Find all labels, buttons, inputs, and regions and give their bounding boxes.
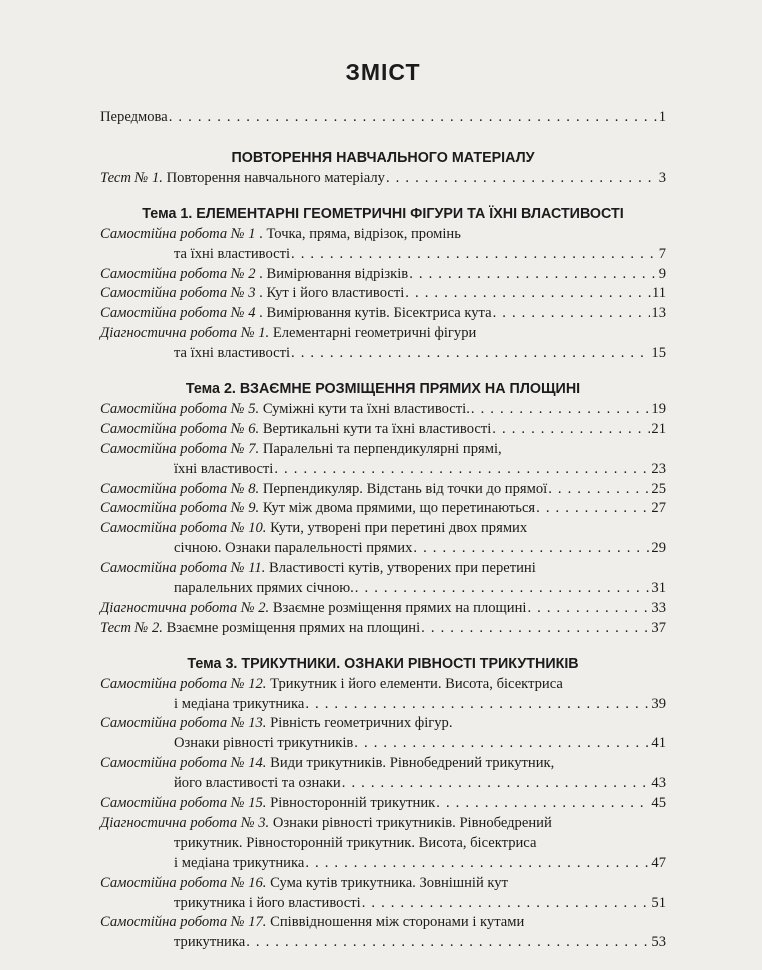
toc-entry-title: . Точка, пряма, відрізок, промінь xyxy=(259,225,461,242)
leader-dots xyxy=(305,854,650,874)
page-title: ЗМІСТ xyxy=(345,59,421,85)
toc-page-number: 1 xyxy=(658,109,666,125)
toc-entry-text xyxy=(174,460,273,480)
toc-page-number: 47 xyxy=(651,854,666,871)
toc-entry-title: трикутника і його властивості xyxy=(174,894,361,911)
leader-dots xyxy=(291,344,650,364)
toc-entry-text xyxy=(100,874,508,894)
toc-entry-prefix: Самостійна робота № 10. xyxy=(100,520,267,537)
toc-page-number: 51 xyxy=(651,894,666,911)
toc-entry-line xyxy=(100,169,666,189)
toc-entry-text xyxy=(100,814,552,834)
toc-entry-prefix: Самостійна робота № 6. xyxy=(100,420,260,437)
toc-entry[interactable] xyxy=(100,599,666,619)
toc-entry[interactable] xyxy=(100,714,666,754)
toc-entry-text xyxy=(174,579,354,599)
toc-page-number: 21 xyxy=(651,420,666,437)
toc-entry-prefix: Самостійна робота № 14. xyxy=(100,755,267,772)
toc-entry-line xyxy=(100,344,666,364)
toc-entry-line xyxy=(100,499,666,519)
toc-entry-title: Ознаки рівності трикутників xyxy=(174,735,354,752)
toc-entry-line xyxy=(100,675,666,695)
toc-entry-label: Передмова xyxy=(100,109,168,125)
toc-entry-prefix: Самостійна робота № 9. xyxy=(100,500,260,517)
toc-entry-title: Співвідношення між сторонами і кутами xyxy=(270,914,525,931)
toc-entry-line xyxy=(100,400,666,420)
leader-dots xyxy=(436,794,650,814)
toc-entry-title: трикутника xyxy=(174,934,246,951)
toc-page-number: 39 xyxy=(651,695,666,712)
toc-entry-line xyxy=(100,913,666,933)
toc-entry-line xyxy=(100,460,666,480)
toc-entry-title: Перпендикуляр. Відстань від точки до прямої xyxy=(262,480,548,497)
toc-entry-line xyxy=(100,559,666,579)
toc-page-number: 13 xyxy=(651,305,666,322)
toc-page-number: 11 xyxy=(651,285,666,302)
toc-entry[interactable] xyxy=(100,754,666,794)
toc-entry[interactable] xyxy=(100,420,666,440)
toc-entry-title: і медіана трикутника xyxy=(174,695,305,712)
toc-entry-text xyxy=(174,539,412,559)
toc-entry-title: Властивості кутів, утворених при перетині xyxy=(269,560,536,577)
toc-entry-text xyxy=(100,675,563,695)
section-heading: Тема 2. ВЗАЄМНЕ РОЗМІЩЕННЯ ПРЯМИХ НА ПЛОЩИНІ xyxy=(185,381,581,398)
toc-entry-line xyxy=(100,225,666,245)
toc-entry-prefix: Самостійна робота № 13. xyxy=(100,715,267,732)
toc-entry-title: та їхні властивості xyxy=(174,245,291,262)
leader-dots xyxy=(405,284,651,304)
toc-entry-text xyxy=(100,499,535,519)
toc-entry-line xyxy=(100,284,666,304)
toc-entry-text xyxy=(100,559,536,579)
toc-entry-prefix: Самостійна робота № 7. xyxy=(100,440,260,457)
toc-page-number: 15 xyxy=(651,345,666,362)
toc-entry-prefix: Самостійна робота № 1 xyxy=(100,225,256,242)
toc-page-number: 31 xyxy=(651,580,666,597)
toc-page-number: 19 xyxy=(651,401,666,418)
section-heading: ПОВТОРЕННЯ НАВЧАЛЬНОГО МАТЕРІАЛУ xyxy=(231,149,535,166)
toc-entry[interactable] xyxy=(100,480,666,500)
toc-entry-prefix: Самостійна робота № 11. xyxy=(100,560,266,577)
toc-entry-text xyxy=(174,734,353,754)
toc-entry-text xyxy=(100,619,420,639)
toc-entry-title: Вертикальні кути та їхні властивості xyxy=(262,420,492,437)
toc-page-number: 27 xyxy=(651,500,666,517)
leader-dots xyxy=(409,265,658,285)
toc-entry-text xyxy=(174,344,290,364)
leader-dots xyxy=(493,304,651,324)
toc-entry[interactable] xyxy=(100,400,666,420)
toc-entry-title: Трикутник і його елементи. Висота, бісектриса xyxy=(270,675,563,692)
toc-page-number: 41 xyxy=(651,735,666,752)
toc-entry-prefix: Діагностична робота № 3. xyxy=(100,814,270,831)
toc-entry-text xyxy=(174,245,290,265)
toc-entry-title: їхні властивості xyxy=(174,460,274,477)
toc-entry-text xyxy=(100,754,554,774)
leader-dots xyxy=(342,774,651,794)
toc-page-number: 29 xyxy=(651,540,666,557)
toc-page-number: 7 xyxy=(658,245,666,262)
toc-page-number: 53 xyxy=(651,934,666,951)
leader-dots xyxy=(386,169,658,189)
toc-entry-text xyxy=(100,913,524,933)
leader-dots xyxy=(471,400,651,420)
toc-entry-prefix: Самостійна робота № 4 xyxy=(100,305,256,322)
toc-entry-line xyxy=(100,695,666,715)
toc-entry-prefix: Діагностична робота № 2. xyxy=(100,599,270,616)
toc-entry[interactable] xyxy=(100,169,666,189)
toc-entry-title: Взаємне розміщення прямих на площині xyxy=(166,619,421,636)
leader-dots xyxy=(354,734,650,754)
toc-entry-text xyxy=(100,265,408,285)
toc-page-number: 45 xyxy=(651,795,666,812)
section-heading: Тема 3. ТРИКУТНИКИ. ОЗНАКИ РІВНОСТІ ТРИКУТНИКІВ xyxy=(187,655,579,672)
leader-dots xyxy=(169,108,658,128)
toc-entry-line xyxy=(100,265,666,285)
toc-entry[interactable] xyxy=(100,794,666,814)
toc-entry-line xyxy=(100,480,666,500)
toc-entry-title: Кут між двома прямими, що перетинаються xyxy=(262,500,536,517)
toc-entry-title: трикутник. Рівносторонній трикутник. Висота, бісектриса xyxy=(174,834,537,851)
toc-entry-title: Взаємне розміщення прямих на площині xyxy=(272,599,527,616)
toc-entry-title: Рівність геометричних фігур. xyxy=(270,715,453,732)
toc-entry-prefix: Самостійна робота № 8. xyxy=(100,480,260,497)
toc-entry-text xyxy=(100,400,470,420)
toc-entry-line xyxy=(100,440,666,460)
toc-entry[interactable] xyxy=(100,814,666,874)
toc-entry-prefix: Самостійна робота № 12. xyxy=(100,675,267,692)
toc-entry[interactable] xyxy=(100,675,666,715)
toc-entry-text xyxy=(100,324,476,344)
toc-entry-text xyxy=(100,794,435,814)
toc-entry-text xyxy=(100,169,385,189)
toc-entry-text xyxy=(100,225,461,245)
toc-entry[interactable] xyxy=(100,265,666,285)
toc-entry-line xyxy=(100,834,666,854)
toc-entry-line xyxy=(100,894,666,914)
toc-entry-title: та їхні властивості xyxy=(174,345,291,362)
toc-entry-line xyxy=(100,734,666,754)
toc-entry-line xyxy=(100,619,666,639)
toc-entry-line xyxy=(100,714,666,734)
leader-dots xyxy=(274,460,650,480)
toc-entry-line xyxy=(100,754,666,774)
toc-entry-prefix: Самостійна робота № 5. xyxy=(100,401,260,418)
toc-entry-line xyxy=(100,794,666,814)
toc-entry-title: . Вимірювання відрізків xyxy=(259,265,409,282)
toc-entry[interactable] xyxy=(100,619,666,639)
toc-entry-text xyxy=(100,714,453,734)
toc-entry-title: січною. Ознаки паралельності прямих xyxy=(174,540,413,557)
table-of-contents xyxy=(100,58,666,953)
toc-entry[interactable] xyxy=(100,324,666,364)
toc-entry-title: Сума кутів трикутника. Зовнішній кут xyxy=(270,874,508,891)
toc-entry-prefix: Тест № 1. xyxy=(100,169,163,186)
leader-dots xyxy=(536,499,650,519)
toc-entry-line xyxy=(100,324,666,344)
toc-entry[interactable] xyxy=(100,559,666,599)
toc-entry-text xyxy=(100,284,404,304)
toc-entry-text xyxy=(174,834,536,854)
leader-dots xyxy=(291,245,658,265)
toc-page-number: 43 xyxy=(651,775,666,792)
toc-entry-title: його властивості та ознаки xyxy=(174,775,341,792)
toc-entry-text xyxy=(174,933,245,953)
toc-entry-text xyxy=(174,774,341,794)
toc-entry-title: Рівносторонній трикутник xyxy=(270,795,436,812)
toc-page-number: 3 xyxy=(658,169,666,186)
toc-entry-title: . Кут і його властивості xyxy=(259,285,405,302)
toc-entry-line xyxy=(100,245,666,265)
toc-entry-text xyxy=(174,894,361,914)
toc-entry[interactable] xyxy=(100,225,666,265)
toc-entry-line xyxy=(100,933,666,953)
toc-page-number: 25 xyxy=(651,480,666,497)
toc-entry-text xyxy=(174,695,304,715)
toc-entry-title: Паралельні та перпендикулярні прямі, xyxy=(262,440,502,457)
toc-entry-title: . Вимірювання кутів. Бісектриса кута xyxy=(259,305,492,322)
toc-entry-title: Кути, утворені при перетині двох прямих xyxy=(270,520,528,537)
toc-entry-line xyxy=(100,519,666,539)
leader-dots xyxy=(548,480,650,500)
toc-entry-title: Суміжні кути та їхні властивості. xyxy=(262,401,470,418)
leader-dots xyxy=(421,619,650,639)
toc-entry-line xyxy=(100,854,666,874)
toc-entry-line xyxy=(100,874,666,894)
toc-entry-line xyxy=(100,420,666,440)
toc-page-number: 37 xyxy=(651,619,666,636)
toc-entry-preface[interactable] xyxy=(100,108,666,128)
leader-dots xyxy=(527,599,650,619)
toc-entry[interactable] xyxy=(100,519,666,559)
toc-page-number: 23 xyxy=(651,460,666,477)
toc-entry-title: і медіана трикутника xyxy=(174,854,305,871)
toc-entry-title: Види трикутників. Рівнобедрений трикутник, xyxy=(270,755,555,772)
toc-entry-text xyxy=(174,854,304,874)
toc-entry-title: паралельних прямих січною. xyxy=(174,580,354,597)
toc-page-number: 33 xyxy=(651,599,666,616)
toc-entry[interactable] xyxy=(100,499,666,519)
leader-dots xyxy=(355,579,651,599)
toc-entry-title: Ознаки рівності трикутників. Рівнобедрений xyxy=(272,814,552,831)
leader-dots xyxy=(413,539,650,559)
toc-entry-text xyxy=(100,519,527,539)
leader-dots xyxy=(246,933,650,953)
toc-entry-title: Повторення навчального матеріалу xyxy=(166,169,385,186)
toc-entry-text xyxy=(100,440,502,460)
leader-dots xyxy=(305,695,650,715)
toc-entry-prefix: Самостійна робота № 2 xyxy=(100,265,256,282)
toc-entry[interactable] xyxy=(100,284,666,304)
toc-entry-line xyxy=(100,539,666,559)
leader-dots xyxy=(492,420,650,440)
toc-entry-prefix: Самостійна робота № 16. xyxy=(100,874,267,891)
toc-entry-text xyxy=(100,480,547,500)
toc-entry-prefix: Діагностична робота № 1. xyxy=(100,325,270,342)
toc-entry-line xyxy=(100,579,666,599)
toc-entry-text xyxy=(100,420,491,440)
section-heading: Тема 1. ЕЛЕМЕНТАРНІ ГЕОМЕТРИЧНІ ФІГУРИ ТА ЇХНІ ВЛАСТИВОСТІ xyxy=(142,205,624,222)
toc-entry-prefix: Тест № 2. xyxy=(100,619,163,636)
toc-page-number: 9 xyxy=(658,265,666,282)
toc-entry[interactable] xyxy=(100,304,666,324)
leader-dots xyxy=(362,894,651,914)
toc-entry-title: Елементарні геометричні фігури xyxy=(272,325,477,342)
toc-entry[interactable] xyxy=(100,913,666,953)
toc-entry-line xyxy=(100,599,666,619)
toc-entry[interactable] xyxy=(100,440,666,480)
toc-entry-line xyxy=(100,304,666,324)
toc-entry-text xyxy=(100,304,492,324)
toc-entry-text xyxy=(100,599,526,619)
toc-entry-line xyxy=(100,814,666,834)
toc-entry-prefix: Самостійна робота № 15. xyxy=(100,795,267,812)
toc-entry-line xyxy=(100,774,666,794)
toc-entry-prefix: Самостійна робота № 17. xyxy=(100,914,267,931)
toc-entry[interactable] xyxy=(100,874,666,914)
toc-entry-prefix: Самостійна робота № 3 xyxy=(100,285,256,302)
